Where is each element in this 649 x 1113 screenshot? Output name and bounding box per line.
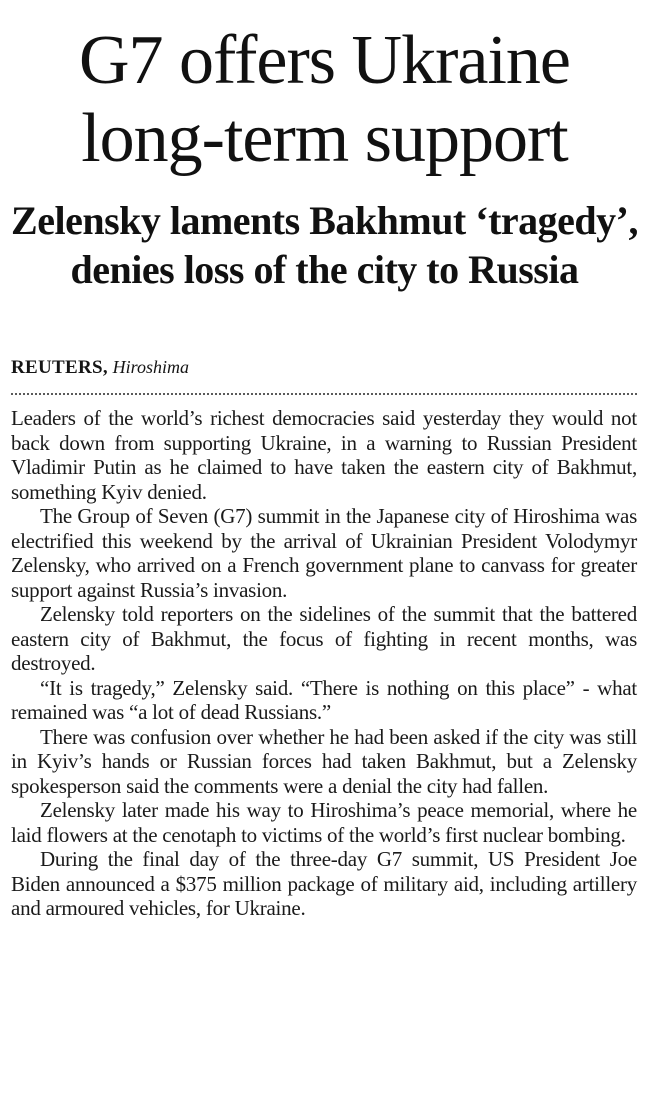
article-body (11, 406, 637, 921)
body-paragraph: Zelensky later made his way to Hiroshima’s peace memorial, where he laid flowers at the cenotaph to victims of the world’s first nuclear bombing. (11, 798, 637, 847)
byline (11, 354, 189, 381)
body-paragraph: There was confusion over whether he had been asked if the city was still in Kyiv’s hands or Russian forces had taken Bakhmut, but a Zelensky spokesperson said the comments were a denial the city had fallen. (11, 724, 637, 798)
body-paragraph: During the final day of the three-day G7 summit, US President Joe Biden announced a $375 million package of military aid, including artillery and armoured vehicles, for Ukraine. (11, 847, 637, 920)
dotted-divider (11, 393, 637, 395)
byline-dateline: Hiroshima (112, 357, 189, 377)
body-paragraph: Leaders of the world’s richest democracies said yesterday they would not back down from supporting Ukraine, in a warning to Russian President Vladimir Putin as he claimed to have taken the eastern city of Bakhmut, something Kyiv denied. (11, 406, 637, 504)
body-paragraph: “It is tragedy,” Zelensky said. “There is nothing on this place” - what remained was “a lot of dead Russians.” (11, 675, 637, 724)
body-paragraph: The Group of Seven (G7) summit in the Japanese city of Hiroshima was electrified this weekend by the arrival of Ukrainian President Volodymyr Zelensky, who arrived on a French government plane to canvass for greater support against Russia’s invasion. (11, 504, 637, 602)
subheadline: Zelensky laments Bakhmut ‘tragedy’, denies loss of the city to Russia (11, 198, 638, 292)
headline: G7 offers Ukraine long-term support (79, 22, 570, 177)
body-paragraph: Zelensky told reporters on the sidelines of the summit that the battered eastern city of Bakhmut, the focus of fighting in recent months, was destroyed. (11, 602, 637, 675)
byline-agency: REUTERS, (11, 357, 108, 378)
